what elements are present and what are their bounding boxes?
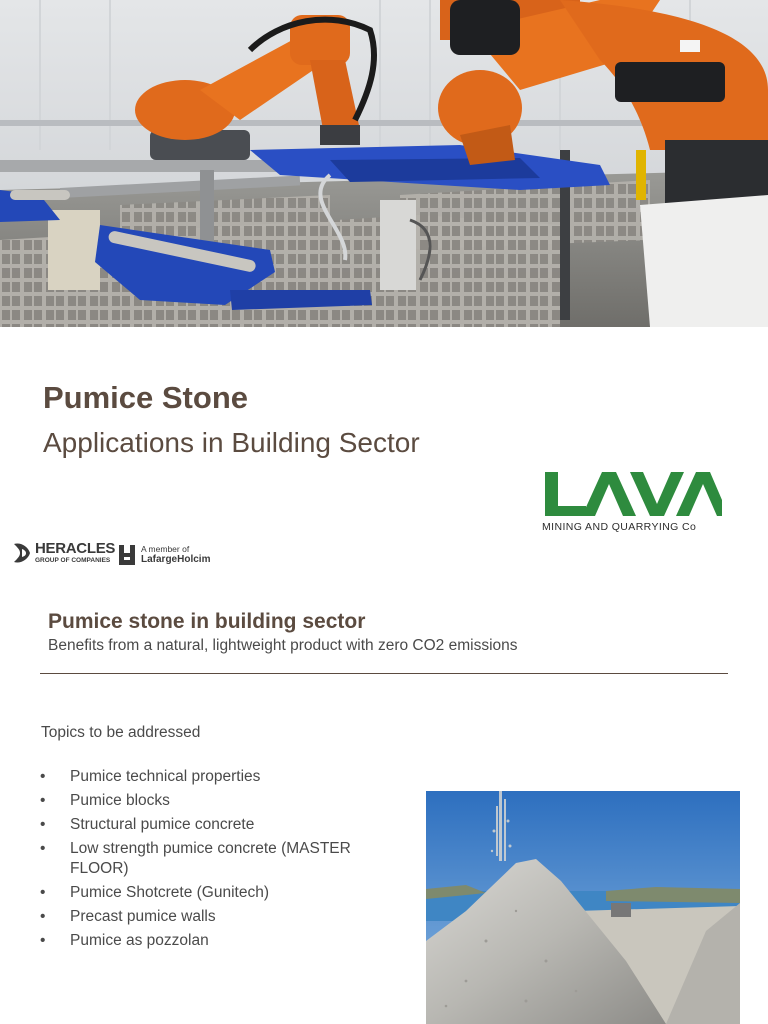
member-of-text: A member of [141, 543, 190, 554]
heracles-name: HERACLES [35, 540, 116, 558]
slide-title: Pumice Stone [43, 380, 248, 415]
lafargeholcim-logo [118, 544, 210, 566]
list-item: • Structural pumice concrete [40, 815, 400, 835]
slide-subtitle: Applications in Building Sector [43, 427, 420, 458]
pumice-pile-photo [426, 791, 740, 1024]
list-item: • Pumice technical properties [40, 767, 400, 787]
lava-logo [542, 470, 728, 533]
list-item: • Pumice Shotcrete (Gunitech) [40, 883, 400, 903]
lafargeholcim-name: LafargeHolcim [141, 554, 211, 566]
section-title: Pumice stone in building sector [48, 610, 366, 633]
topics-list [40, 767, 400, 955]
list-item: • Low strength pumice concrete (MASTER FLOOR) [40, 839, 400, 878]
lafargeholcim-icon [118, 544, 136, 566]
list-item: • Pumice blocks [40, 791, 400, 811]
list-item: • Precast pumice walls [40, 907, 400, 927]
factory-robots-photo [0, 0, 768, 327]
heracles-emblem-icon [12, 540, 32, 566]
topics-heading: Topics to be addressed [41, 724, 201, 741]
heracles-group: GROUP OF COMPANIES [35, 557, 111, 565]
section-subtitle: Benefits from a natural, lightweight product with zero CO2 emissions [48, 637, 518, 654]
list-item: • Pumice as pozzolan [40, 931, 400, 951]
lava-wordmark [542, 470, 722, 518]
divider [40, 673, 728, 674]
lava-tagline: MINING AND QUARRYING Co [542, 521, 697, 533]
heracles-logo [12, 540, 115, 566]
